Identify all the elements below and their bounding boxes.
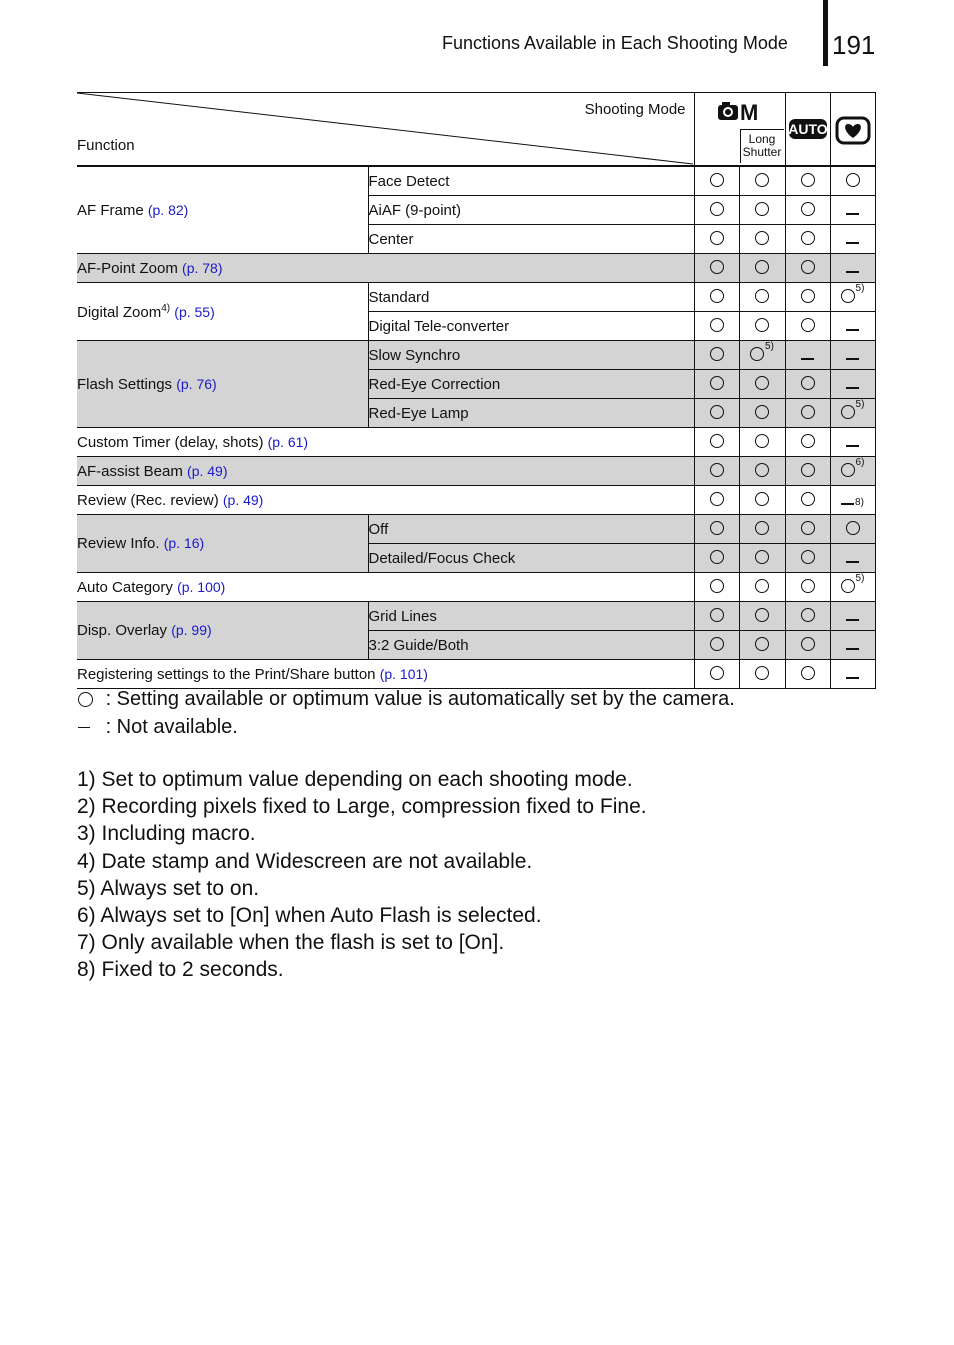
function-cell xyxy=(77,515,368,573)
table-row xyxy=(77,254,875,283)
available-circle-icon xyxy=(710,347,724,361)
sub-function-cell: 3:2 Guide/Both xyxy=(368,631,694,660)
table-row xyxy=(77,283,875,312)
function-cell xyxy=(77,283,368,341)
availability-cell xyxy=(694,486,739,515)
svg-text:M: M xyxy=(739,100,758,124)
availability-cell xyxy=(739,370,785,399)
available-circle-icon xyxy=(801,289,815,303)
availability-cell xyxy=(785,341,830,370)
available-circle-icon xyxy=(801,637,815,651)
not-available-dash-icon xyxy=(846,619,859,621)
page-reference-link[interactable]: (p. 16) xyxy=(163,535,205,551)
available-circle-icon xyxy=(710,173,724,187)
not-available-dash-icon xyxy=(846,387,859,389)
footnote-item: 4) Date stamp and Widescreen are not available. xyxy=(77,849,533,873)
function-name: Flash Settings xyxy=(77,375,173,393)
footnote-item: 7) Only available when the flash is set to [On]. xyxy=(77,931,505,955)
available-circle-icon xyxy=(710,666,724,680)
availability-cell xyxy=(739,457,785,486)
legend-dash-text: : Not available. xyxy=(105,716,238,738)
sub-function-cell: Slow Synchro xyxy=(368,341,694,370)
function-cell xyxy=(77,602,368,660)
availability-cell xyxy=(785,602,830,631)
availability-cell xyxy=(785,573,830,602)
function-cell xyxy=(77,573,694,602)
table-row xyxy=(77,515,875,544)
svg-text:AUTO: AUTO xyxy=(787,121,828,137)
availability-cell xyxy=(694,544,739,573)
availability-cell xyxy=(694,631,739,660)
not-available-dash-icon xyxy=(846,445,859,447)
availability-cell xyxy=(830,457,875,486)
not-available-dash-icon xyxy=(846,358,859,360)
function-cell xyxy=(77,457,694,486)
legend-circle-text: : Setting available or optimum value is automatically set by the camera. xyxy=(105,688,735,710)
availability-cell xyxy=(694,254,739,283)
sub-function-cell: Red-Eye Correction xyxy=(368,370,694,399)
page-reference-link[interactable]: (p. 49) xyxy=(187,462,228,479)
available-circle-icon xyxy=(801,405,815,419)
availability-cell xyxy=(830,573,875,602)
sub-function-cell: AiAF (9-point) xyxy=(368,196,694,225)
availability-cell xyxy=(739,166,785,196)
circle-icon xyxy=(78,692,93,707)
footnote-item: 2) Recording pixels fixed to Large, compression fixed to Fine. xyxy=(77,795,647,819)
availability-cell xyxy=(785,312,830,341)
availability-cell xyxy=(694,573,739,602)
not-available-dash-icon xyxy=(846,648,859,650)
footnote-item: 3) Including macro. xyxy=(77,822,256,846)
availability-cell xyxy=(830,515,875,544)
availability-cell xyxy=(739,283,785,312)
function-label: Function xyxy=(77,137,135,154)
available-circle-icon xyxy=(755,521,769,535)
available-circle-icon xyxy=(710,376,724,390)
footnote-ref: 4) xyxy=(161,302,171,314)
availability-cell xyxy=(785,660,830,689)
availability-cell xyxy=(694,370,739,399)
footnote-ref: 5) xyxy=(855,282,865,294)
sub-function-cell: Center xyxy=(368,225,694,254)
available-circle-icon xyxy=(755,666,769,680)
legend-dash xyxy=(78,716,238,739)
availability-cell xyxy=(739,225,785,254)
available-circle-icon xyxy=(755,260,769,274)
available-circle-icon xyxy=(710,463,724,477)
header-bar xyxy=(823,0,828,66)
availability-cell xyxy=(739,428,785,457)
table-row xyxy=(77,486,875,515)
auto-icon xyxy=(788,118,828,140)
availability-cell xyxy=(785,486,830,515)
footnote-item: 6) Always set to [On] when Auto Flash is selected. xyxy=(77,904,542,928)
table-row xyxy=(77,428,875,457)
function-name: Custom Timer (delay, shots) xyxy=(77,433,264,451)
availability-cell xyxy=(694,399,739,428)
footnote-item: 5) Always set to on. xyxy=(77,876,260,900)
availability-cell xyxy=(694,660,739,689)
available-circle-icon xyxy=(755,492,769,506)
availability-cell xyxy=(739,515,785,544)
availability-cell xyxy=(785,196,830,225)
availability-cell xyxy=(830,283,875,312)
available-circle-icon xyxy=(846,521,860,535)
available-circle-icon xyxy=(755,289,769,303)
available-circle-icon xyxy=(841,463,855,477)
function-cell xyxy=(77,428,694,457)
page-reference-link[interactable]: (p. 55) xyxy=(174,303,215,320)
available-circle-icon xyxy=(801,550,815,564)
page-reference-link[interactable]: (p. 101) xyxy=(379,665,428,682)
function-cell xyxy=(77,486,694,515)
available-circle-icon xyxy=(755,608,769,622)
page-reference-link[interactable]: (p. 99) xyxy=(171,622,212,638)
availability-cell xyxy=(739,660,785,689)
available-circle-icon xyxy=(801,492,815,506)
page-reference-link[interactable]: (p. 61) xyxy=(267,433,309,450)
available-circle-icon xyxy=(801,434,815,448)
availability-cell xyxy=(694,166,739,196)
not-available-dash-icon xyxy=(846,677,859,679)
available-circle-icon xyxy=(755,579,769,593)
availability-cell xyxy=(694,283,739,312)
table-row xyxy=(77,457,875,486)
available-circle-icon xyxy=(801,376,815,390)
long-shutter-label: Long Shutter xyxy=(740,129,784,163)
available-circle-icon xyxy=(710,231,724,245)
available-circle-icon xyxy=(801,608,815,622)
availability-cell xyxy=(785,283,830,312)
availability-cell xyxy=(694,225,739,254)
availability-cell xyxy=(785,370,830,399)
mode-header-auto xyxy=(785,93,830,167)
availability-cell xyxy=(739,544,785,573)
availability-cell xyxy=(785,631,830,660)
table-row xyxy=(77,602,875,631)
available-circle-icon xyxy=(710,318,724,332)
availability-cell xyxy=(785,515,830,544)
available-circle-icon xyxy=(710,289,724,303)
availability-cell xyxy=(739,312,785,341)
available-circle-icon xyxy=(755,376,769,390)
footnote-ref: 5) xyxy=(855,398,865,410)
table-row xyxy=(77,166,875,196)
table-row xyxy=(77,660,875,689)
availability-cell xyxy=(694,196,739,225)
available-circle-icon xyxy=(710,521,724,535)
sub-function-cell: Standard xyxy=(368,283,694,312)
function-cell xyxy=(77,254,694,283)
function-cell xyxy=(77,660,694,689)
availability-cell xyxy=(739,341,785,370)
camera-m-icon xyxy=(717,98,767,124)
availability-cell xyxy=(830,196,875,225)
available-circle-icon xyxy=(755,202,769,216)
functions-table xyxy=(77,92,876,689)
available-circle-icon xyxy=(801,202,815,216)
availability-cell xyxy=(785,544,830,573)
function-name: Review (Rec. review) xyxy=(77,491,219,509)
available-circle-icon xyxy=(755,550,769,564)
page-reference-link[interactable]: (p. 100) xyxy=(177,578,226,595)
availability-cell xyxy=(739,486,785,515)
page-reference-link[interactable]: (p. 76) xyxy=(176,375,217,392)
mode-header-camera-m xyxy=(694,93,785,167)
available-circle-icon xyxy=(710,434,724,448)
availability-cell xyxy=(694,515,739,544)
available-circle-icon xyxy=(755,637,769,651)
availability-cell xyxy=(739,196,785,225)
available-circle-icon xyxy=(710,550,724,564)
availability-cell xyxy=(785,428,830,457)
available-circle-icon xyxy=(755,318,769,332)
not-available-dash-icon xyxy=(801,358,814,360)
available-circle-icon xyxy=(755,173,769,187)
availability-cell xyxy=(830,486,875,515)
available-circle-icon xyxy=(841,289,855,303)
page-reference-link[interactable]: (p. 82) xyxy=(147,201,189,218)
availability-cell xyxy=(694,312,739,341)
heart-frame-icon xyxy=(835,115,871,145)
page-number: 191 xyxy=(832,30,876,60)
availability-cell xyxy=(739,602,785,631)
not-available-dash-icon xyxy=(846,242,859,244)
dash-icon xyxy=(78,727,90,728)
page-reference-link[interactable]: (p. 78) xyxy=(182,259,223,276)
available-circle-icon xyxy=(710,637,724,651)
availability-cell xyxy=(830,631,875,660)
available-circle-icon xyxy=(801,666,815,680)
sub-function-cell: Face Detect xyxy=(368,166,694,196)
available-circle-icon xyxy=(801,318,815,332)
availability-cell xyxy=(830,660,875,689)
function-name: AF-assist Beam xyxy=(77,462,183,480)
available-circle-icon xyxy=(710,405,724,419)
shooting-mode-label: Shooting Mode xyxy=(584,101,686,118)
availability-cell xyxy=(830,602,875,631)
availability-cell xyxy=(830,370,875,399)
available-circle-icon xyxy=(755,405,769,419)
sub-function-cell: Red-Eye Lamp xyxy=(368,399,694,428)
available-circle-icon xyxy=(755,231,769,245)
availability-cell xyxy=(739,399,785,428)
page-reference-link[interactable]: (p. 49) xyxy=(222,491,264,508)
availability-cell xyxy=(785,254,830,283)
footnote-ref: 5) xyxy=(855,572,865,584)
availability-cell xyxy=(830,225,875,254)
mode-header-heart xyxy=(830,93,875,167)
not-available-dash-icon xyxy=(846,213,859,215)
available-circle-icon xyxy=(710,608,724,622)
footnotes xyxy=(77,766,647,984)
available-circle-icon xyxy=(841,405,855,419)
available-circle-icon xyxy=(755,463,769,477)
not-available-dash-icon xyxy=(846,329,859,331)
not-available-dash-icon xyxy=(846,271,859,273)
availability-cell xyxy=(694,341,739,370)
sub-function-cell: Digital Tele-converter xyxy=(368,312,694,341)
availability-cell xyxy=(830,341,875,370)
footnote-item: 1) Set to optimum value depending on each shooting mode. xyxy=(77,768,633,791)
availability-cell xyxy=(694,457,739,486)
available-circle-icon xyxy=(846,173,860,187)
footnote-ref: 8) xyxy=(855,497,864,508)
availability-cell xyxy=(785,225,830,254)
availability-cell xyxy=(785,166,830,196)
legend-circle xyxy=(78,688,735,711)
function-cell xyxy=(77,166,368,254)
availability-cell xyxy=(830,428,875,457)
function-name: Review Info. xyxy=(77,535,160,552)
table-header-corner xyxy=(77,93,694,167)
function-name: Auto Category xyxy=(77,578,173,596)
available-circle-icon xyxy=(710,260,724,274)
availability-cell xyxy=(830,544,875,573)
available-circle-icon xyxy=(710,202,724,216)
availability-cell xyxy=(694,428,739,457)
section-title: Functions Available in Each Shooting Mode xyxy=(442,33,788,53)
footnote-item: 8) Fixed to 2 seconds. xyxy=(77,958,284,982)
sub-function-cell: Grid Lines xyxy=(368,602,694,631)
function-cell xyxy=(77,341,368,428)
function-name: Registering settings to the Print/Share button xyxy=(77,665,376,683)
availability-cell xyxy=(785,399,830,428)
function-name: AF-Point Zoom xyxy=(77,259,178,277)
available-circle-icon xyxy=(801,231,815,245)
available-circle-icon xyxy=(755,434,769,448)
available-circle-icon xyxy=(710,492,724,506)
available-circle-icon xyxy=(841,579,855,593)
availability-cell xyxy=(785,457,830,486)
sub-function-cell: Detailed/Focus Check xyxy=(368,544,694,573)
availability-cell xyxy=(830,166,875,196)
available-circle-icon xyxy=(801,521,815,535)
function-name: Digital Zoom xyxy=(77,303,162,321)
table-row xyxy=(77,341,875,370)
available-circle-icon xyxy=(710,579,724,593)
available-circle-icon xyxy=(801,173,815,187)
availability-cell xyxy=(739,254,785,283)
available-circle-icon xyxy=(801,579,815,593)
available-circle-icon xyxy=(801,463,815,477)
availability-cell xyxy=(694,602,739,631)
availability-cell xyxy=(830,399,875,428)
availability-cell xyxy=(739,573,785,602)
available-circle-icon xyxy=(801,260,815,274)
available-circle-icon xyxy=(750,347,764,361)
sub-function-cell: Off xyxy=(368,515,694,544)
not-available-dash-icon xyxy=(846,561,859,563)
function-name: Disp. Overlay xyxy=(77,622,168,639)
footnote-ref: 6) xyxy=(855,456,865,468)
not-available-dash-icon xyxy=(841,503,854,505)
availability-cell xyxy=(739,631,785,660)
table-row xyxy=(77,573,875,602)
availability-cell xyxy=(830,312,875,341)
footnote-ref: 5) xyxy=(765,340,774,352)
function-name: AF Frame xyxy=(77,201,144,219)
availability-cell xyxy=(830,254,875,283)
